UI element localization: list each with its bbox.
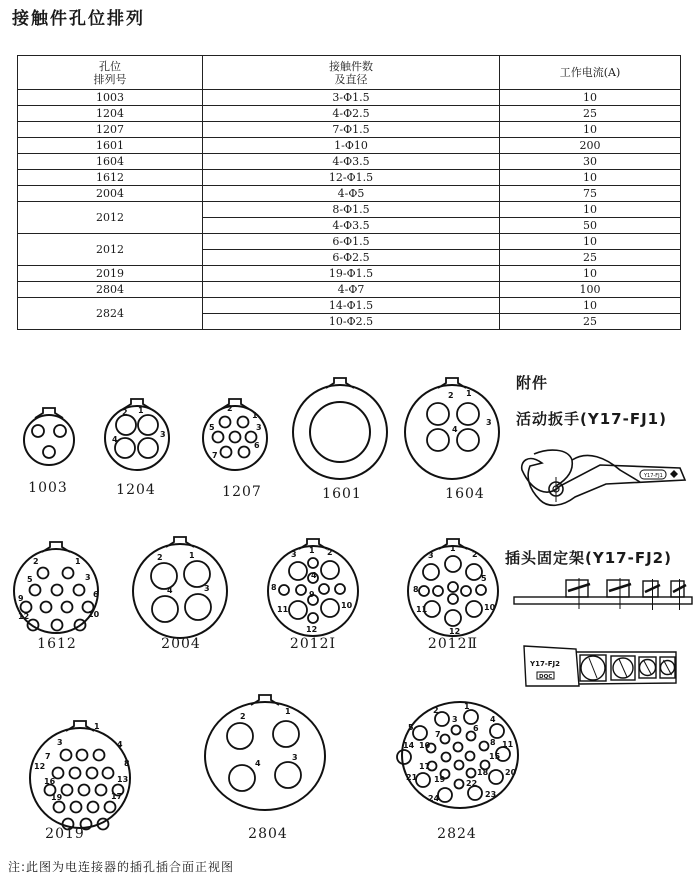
pin-number: 3 [291,550,297,559]
socket-key [589,658,597,678]
socket-key [664,660,672,675]
wrench-tag: Y17-FJ1 [644,473,663,479]
bracket-label: 插头固定架(Y17-FJ2) [505,549,672,567]
pin-number: 3 [256,423,262,432]
contact-hole [21,602,32,613]
pin-number: 12 [18,612,30,621]
contact-hole [115,438,135,458]
pin-number: 1 [252,411,258,420]
contact-hole [279,585,289,595]
contact-hole [455,761,464,770]
contact-hole [457,403,479,425]
header-hole-code: 孔位 排列号 [18,56,203,90]
label-2804: 2804 [248,826,288,842]
contact-hole [321,599,339,617]
pin-number: 24 [428,794,440,803]
contact-hole [103,768,114,779]
contact-hole [466,601,482,617]
contact-hole [461,586,471,596]
contact-hole [52,620,63,631]
cell-hole-code: 2004 [18,186,203,202]
label-2824: 2824 [437,826,477,842]
contact-hole [419,586,429,596]
pin-number: 3 [85,573,91,582]
contact-hole [441,735,450,744]
contact-hole [221,447,232,458]
contact-hole [70,768,81,779]
contact-hole [62,785,73,796]
contact-hole [476,585,486,595]
contact-hole [335,584,345,594]
contact-hole [397,750,411,764]
contact-hole [464,710,478,724]
pin-number: 1 [309,546,315,555]
contact-hole [239,447,250,458]
cell-contacts: 7-Φ1.5 [203,122,500,138]
bracket-plate [514,597,692,604]
pin-number: 2 [448,391,454,400]
contact-hole [489,770,503,784]
pin-number: 1 [94,722,100,731]
contact-hole [445,610,461,626]
contact-hole [413,726,427,740]
label-1601: 1601 [322,486,362,502]
cell-contacts: 8-Φ1.5 [203,202,500,218]
pin-number: 3 [160,430,166,439]
pin-number: 4 [490,715,496,724]
contact-hole [289,601,307,619]
cell-hole-code: 1003 [18,90,203,106]
contact-hole [213,432,224,443]
pin-number: 7 [45,752,51,761]
header-contacts: 接触件数 及直径 [203,56,500,90]
cell-current: 25 [500,314,681,330]
pin-number: 11 [416,605,428,614]
contact-hole [468,786,482,800]
wrench-label: 活动扳手(Y17-FJ1) [516,410,667,428]
cell-contacts: 12-Φ1.5 [203,170,500,186]
pin-number: 3 [428,551,434,560]
page-title: 接触件孔位排列 [12,9,145,29]
pin-number: 4 [452,425,458,434]
contact-hole [321,561,339,579]
pin-number: 17 [419,762,431,771]
pin-number: 22 [466,779,478,788]
contact-hole [79,785,90,796]
pin-number: 5 [481,574,487,583]
pin-number: 9 [309,590,315,599]
connector-1601-shell [293,385,387,479]
pin-number: 11 [277,605,289,614]
pin-number: 9 [18,594,24,603]
pin-number: 4 [112,435,118,444]
pin-number: 12 [306,625,318,634]
pin-number: 8 [413,585,419,594]
contact-hole [94,750,105,761]
pin-number: 16 [44,777,56,786]
contact-hole [54,802,65,813]
pin-number: 12 [449,627,461,636]
cell-contacts: 10-Φ2.5 [203,314,500,330]
cell-contacts: 1-Φ10 [203,138,500,154]
pin-number: 19 [51,793,63,802]
wrench-icon [522,459,685,506]
connector-2004-shell [133,544,227,638]
pin-number: 2 [327,548,333,557]
pin-number: 3 [57,738,63,747]
contact-hole [457,429,479,451]
contact-hole [423,564,439,580]
pin-number: 3 [452,715,458,724]
cell-current: 200 [500,138,681,154]
contact-hole [308,613,318,623]
connector-2012-ii-shell [408,546,498,636]
contact-hole [74,585,85,596]
pin-number: 5 [27,575,33,584]
cell-current: 10 [500,202,681,218]
cell-current: 10 [500,90,681,106]
cell-current: 100 [500,282,681,298]
label-1612: 1612 [37,636,77,652]
cell-current: 10 [500,234,681,250]
cell-contacts: 19-Φ1.5 [203,266,500,282]
pin-number: 1 [450,544,456,553]
label-1204: 1204 [116,482,156,498]
contact-hole [63,568,74,579]
pin-number: 4 [255,759,261,768]
cell-contacts: 3-Φ1.5 [203,90,500,106]
pin-number: 3 [486,418,492,427]
cell-contacts: 4-Φ3.5 [203,218,500,234]
contact-hole [71,802,82,813]
pin-number: 4 [167,586,173,595]
bracket-tag: Y17-FJ2 [530,660,560,668]
cell-hole-code: 1601 [18,138,203,154]
contact-hole [448,582,458,592]
contact-hole [54,425,66,437]
pin-number: 18 [477,768,489,777]
pin-number: 8 [271,583,277,592]
cell-hole-code: 1612 [18,170,203,186]
cell-current: 10 [500,122,681,138]
contact-hole [319,584,329,594]
pin-number: 12 [34,762,46,771]
cell-hole-code: 2019 [18,266,203,282]
pin-number: 2 [227,404,233,413]
pin-number: 6 [254,441,260,450]
contact-hole [62,602,73,613]
pin-number: 10 [88,610,100,619]
cell-current: 10 [500,298,681,314]
pin-number: 8 [490,738,496,747]
pin-number: 7 [212,451,218,460]
pin-number: 6 [473,724,479,733]
bracket-stamp: DQC [539,674,553,680]
pin-number: 2 [157,553,163,562]
pin-number: 20 [505,768,517,777]
contact-hole [433,586,443,596]
label-2012-i: 2012Ⅰ [289,636,337,652]
cell-current: 10 [500,266,681,282]
cell-contacts: 4-Φ2.5 [203,106,500,122]
contact-hole [442,753,451,762]
accessories-heading: 附件 [516,374,549,392]
pin-number: 10 [484,603,496,612]
contact-hole [43,446,55,458]
cell-current: 50 [500,218,681,234]
pin-number: 15 [489,752,501,761]
pin-number: 1 [189,551,195,560]
cell-contacts: 6-Φ2.5 [203,250,500,266]
pin-number: 13 [117,775,129,784]
contact-hole [41,602,52,613]
contact-hole [438,788,452,802]
pin-number: 17 [111,792,123,801]
contact-hole [275,762,301,788]
wrench-jaw [534,450,572,486]
contact-hole [152,596,178,622]
contact-hole [77,750,88,761]
pin-number: 6 [93,590,99,599]
contact-hole [229,765,255,791]
pin-number: 5 [209,423,215,432]
contact-hole [448,594,458,604]
pin-number: 1 [464,702,470,711]
contact-hole [466,564,482,580]
contact-hole [61,750,72,761]
label-2004: 2004 [161,636,201,652]
contact-hole [416,773,430,787]
pin-number: 11 [502,740,514,749]
cell-contacts: 4-Φ3.5 [203,154,500,170]
pin-number: 10 [419,741,431,750]
cell-contacts: 4-Φ7 [203,282,500,298]
connector-2804-shell [205,702,325,810]
socket-key [644,660,652,675]
contact-hole [467,769,476,778]
contact-hole [30,585,41,596]
cell-hole-code: 1204 [18,106,203,122]
contact-hole [116,415,136,435]
contact-hole [185,594,211,620]
cell-hole-code: 2804 [18,282,203,298]
contact-hole [105,802,116,813]
cell-contacts: 14-Φ1.5 [203,298,500,314]
label-2012-ii: 2012Ⅱ [427,636,479,652]
pin-number: 4 [117,740,123,749]
pin-number: 19 [434,775,446,784]
footnote: 注:此图为电连接器的插孔插合面正视图 [8,860,235,874]
pin-number: 2 [472,550,478,559]
contact-hole [427,429,449,451]
contact-hole [310,402,370,462]
contact-hole [138,438,158,458]
cell-contacts: 6-Φ1.5 [203,234,500,250]
pin-number: 7 [435,730,441,739]
contact-hole [466,752,475,761]
diamond-icon [670,470,678,478]
pin-number: 1 [138,406,144,415]
socket-key [619,659,627,677]
pin-number: 3 [204,584,210,593]
cell-current: 25 [500,106,681,122]
wrench-arm [572,455,640,482]
contact-hole [52,585,63,596]
pin-number: 10 [341,601,353,610]
contact-hole [230,432,241,443]
contact-hole [87,768,98,779]
contact-hole [455,780,464,789]
contact-hole [427,403,449,425]
contact-hole [220,417,231,428]
cell-current: 75 [500,186,681,202]
pin-number: 5 [408,723,414,732]
contact-hole [138,415,158,435]
contact-hole [88,802,99,813]
cell-hole-code: 2012 [18,234,203,266]
cell-current: 25 [500,250,681,266]
pin-number: 14 [403,741,415,750]
contact-hole [151,563,177,589]
cell-current: 10 [500,170,681,186]
cell-current: 30 [500,154,681,170]
pin-number: 21 [406,773,418,782]
contact-hole [32,425,44,437]
pin-number: 2 [433,706,439,715]
cell-contacts: 4-Φ5 [203,186,500,202]
contact-hole [96,785,107,796]
contact-hole [480,742,489,751]
pin-number: 8 [124,759,130,768]
cell-hole-code: 2824 [18,298,203,330]
contact-hole [273,721,299,747]
contact-hole [227,723,253,749]
pin-number: 1 [285,707,291,716]
contact-hole [289,562,307,580]
pin-number: 23 [485,790,497,799]
contact-hole [308,558,318,568]
pin-number: 3 [292,753,298,762]
label-1003: 1003 [28,480,68,496]
contact-hole [445,556,461,572]
pin-number: 2 [240,712,246,721]
label-2019: 2019 [45,826,85,842]
contact-hole [452,726,461,735]
cell-hole-code: 1207 [18,122,203,138]
label-1207: 1207 [222,484,262,500]
contact-hole [38,568,49,579]
contact-hole [238,417,249,428]
label-1604: 1604 [445,486,485,502]
header-current: 工作电流(A) [500,56,681,90]
contact-hole [454,743,463,752]
pin-number: 4 [311,571,317,580]
cell-hole-code: 2012 [18,202,203,234]
cell-hole-code: 1604 [18,154,203,170]
contact-hole [296,585,306,595]
pin-number: 2 [33,557,39,566]
pin-number: 2 [122,408,128,417]
pin-number: 1 [75,557,81,566]
contact-hole [490,724,504,738]
pin-number: 1 [466,389,472,398]
connector-2824-shell [402,702,518,808]
